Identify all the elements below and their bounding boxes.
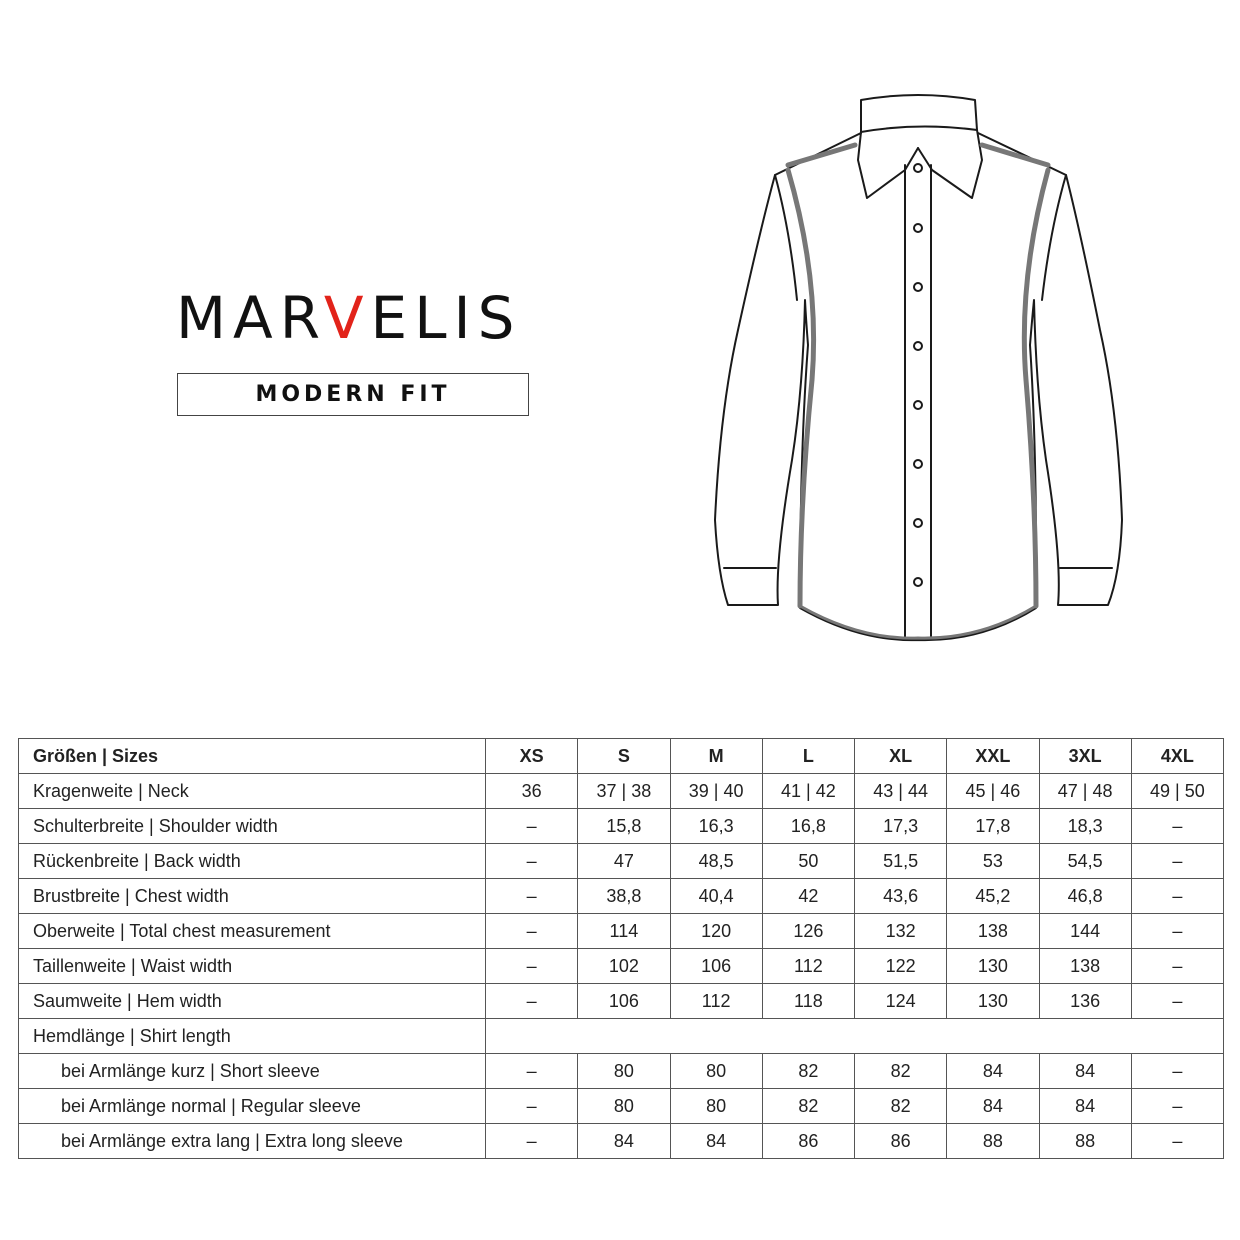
table-cell: 80 [670, 1089, 762, 1124]
table-cell: 36 [486, 774, 578, 809]
brand-name-accent: V [323, 284, 371, 352]
table-cell: – [486, 1054, 578, 1089]
table-cell: 112 [670, 984, 762, 1019]
brand-name-part2: ELIS [370, 284, 522, 352]
size-header: S [578, 739, 670, 774]
shirt-button [914, 401, 922, 409]
table-cell: – [1131, 1054, 1223, 1089]
brand-logo [176, 286, 532, 350]
brand-name-part1: MAR [176, 284, 324, 352]
table-cell: 50 [762, 844, 854, 879]
table-cell: 82 [762, 1054, 854, 1089]
table-cell: – [486, 809, 578, 844]
table-cell: 46,8 [1039, 879, 1131, 914]
table-cell: – [486, 949, 578, 984]
table-cell: – [1131, 984, 1223, 1019]
row-label: bei Armlänge normal | Regular sleeve [19, 1089, 486, 1124]
table-cell: – [486, 844, 578, 879]
size-header: L [762, 739, 854, 774]
table-section-row [19, 1019, 1224, 1054]
table-cell: 80 [670, 1054, 762, 1089]
table-cell: 84 [947, 1054, 1039, 1089]
table-cell: 86 [855, 1124, 947, 1159]
table-cell: 45 | 46 [947, 774, 1039, 809]
table-cell: 49 | 50 [1131, 774, 1223, 809]
table-cell: – [486, 879, 578, 914]
table-cell: 106 [670, 949, 762, 984]
table-cell: – [1131, 879, 1223, 914]
size-header: XXL [947, 739, 1039, 774]
table-cell: 51,5 [855, 844, 947, 879]
table-row [19, 844, 1224, 879]
table-header-row [19, 739, 1224, 774]
table-cell: 37 | 38 [578, 774, 670, 809]
table-cell: 144 [1039, 914, 1131, 949]
table-cell: 88 [1039, 1124, 1131, 1159]
table-row [19, 809, 1224, 844]
table-cell: 15,8 [578, 809, 670, 844]
table-cell: 130 [947, 949, 1039, 984]
shirt-button [914, 578, 922, 586]
section-spacer [486, 1019, 1224, 1054]
table-cell: 45,2 [947, 879, 1039, 914]
row-label: Schulterbreite | Shoulder width [19, 809, 486, 844]
table-cell: – [1131, 1089, 1223, 1124]
size-header: 3XL [1039, 739, 1131, 774]
shirt-button [914, 460, 922, 468]
table-cell: – [486, 1124, 578, 1159]
table-cell: 17,3 [855, 809, 947, 844]
table-cell: 17,8 [947, 809, 1039, 844]
table-cell: 16,8 [762, 809, 854, 844]
table-cell: – [486, 984, 578, 1019]
table-row [19, 774, 1224, 809]
shirt-button [914, 283, 922, 291]
shirt-button [914, 519, 922, 527]
row-label: bei Armlänge extra lang | Extra long sleeve [19, 1124, 486, 1159]
table-cell: 126 [762, 914, 854, 949]
table-cell: 42 [762, 879, 854, 914]
table-cell: 88 [947, 1124, 1039, 1159]
table-cell: 86 [762, 1124, 854, 1159]
table-cell: 38,8 [578, 879, 670, 914]
table-cell: 84 [1039, 1089, 1131, 1124]
table-cell: 40,4 [670, 879, 762, 914]
table-cell: 54,5 [1039, 844, 1131, 879]
table-cell: 138 [1039, 949, 1131, 984]
size-header: M [670, 739, 762, 774]
shirt-button [914, 164, 922, 172]
row-label: Taillenweite | Waist width [19, 949, 486, 984]
table-cell: 136 [1039, 984, 1131, 1019]
table-cell: 138 [947, 914, 1039, 949]
row-label: Kragenweite | Neck [19, 774, 486, 809]
table-cell: 41 | 42 [762, 774, 854, 809]
table-cell: 80 [578, 1054, 670, 1089]
table-cell: 16,3 [670, 809, 762, 844]
row-label: Oberweite | Total chest measurement [19, 914, 486, 949]
size-header-label: Größen | Sizes [19, 739, 486, 774]
table-cell: 114 [578, 914, 670, 949]
table-row [19, 984, 1224, 1019]
size-header: XS [486, 739, 578, 774]
fit-label: MODERN FIT [177, 373, 529, 416]
table-cell: 43,6 [855, 879, 947, 914]
table-cell: – [1131, 949, 1223, 984]
table-cell: 112 [762, 949, 854, 984]
row-label: Rückenbreite | Back width [19, 844, 486, 879]
table-cell: 80 [578, 1089, 670, 1124]
table-cell: – [1131, 844, 1223, 879]
table-cell: 132 [855, 914, 947, 949]
table-cell: 84 [1039, 1054, 1131, 1089]
table-cell: 47 [578, 844, 670, 879]
table-cell: 122 [855, 949, 947, 984]
size-header: XL [855, 739, 947, 774]
table-cell: 130 [947, 984, 1039, 1019]
table-cell: 82 [762, 1089, 854, 1124]
table-row [19, 1054, 1224, 1089]
table-row [19, 1089, 1224, 1124]
table-cell: 53 [947, 844, 1039, 879]
table-cell: – [1131, 914, 1223, 949]
row-label: Saumweite | Hem width [19, 984, 486, 1019]
table-row [19, 879, 1224, 914]
table-cell: 18,3 [1039, 809, 1131, 844]
size-header: 4XL [1131, 739, 1223, 774]
table-cell: 47 | 48 [1039, 774, 1131, 809]
row-label: bei Armlänge kurz | Short sleeve [19, 1054, 486, 1089]
table-cell: 39 | 40 [670, 774, 762, 809]
table-cell: 106 [578, 984, 670, 1019]
shirt-illustration [700, 88, 1140, 648]
shirt-button [914, 342, 922, 350]
table-row [19, 1124, 1224, 1159]
table-cell: 102 [578, 949, 670, 984]
table-cell: 82 [855, 1054, 947, 1089]
table-cell: 84 [947, 1089, 1039, 1124]
table-cell: 124 [855, 984, 947, 1019]
shirt-button [914, 224, 922, 232]
table-cell: 48,5 [670, 844, 762, 879]
table-cell: 84 [670, 1124, 762, 1159]
table-cell: – [1131, 809, 1223, 844]
table-cell: 120 [670, 914, 762, 949]
table-cell: – [1131, 1124, 1223, 1159]
table-cell: 82 [855, 1089, 947, 1124]
table-cell: 84 [578, 1124, 670, 1159]
table-row [19, 949, 1224, 984]
table-row [19, 914, 1224, 949]
table-cell: – [486, 1089, 578, 1124]
table-cell: – [486, 914, 578, 949]
row-label: Brustbreite | Chest width [19, 879, 486, 914]
section-label: Hemdlänge | Shirt length [19, 1019, 486, 1054]
size-table [18, 738, 1224, 1159]
table-cell: 43 | 44 [855, 774, 947, 809]
table-cell: 118 [762, 984, 854, 1019]
